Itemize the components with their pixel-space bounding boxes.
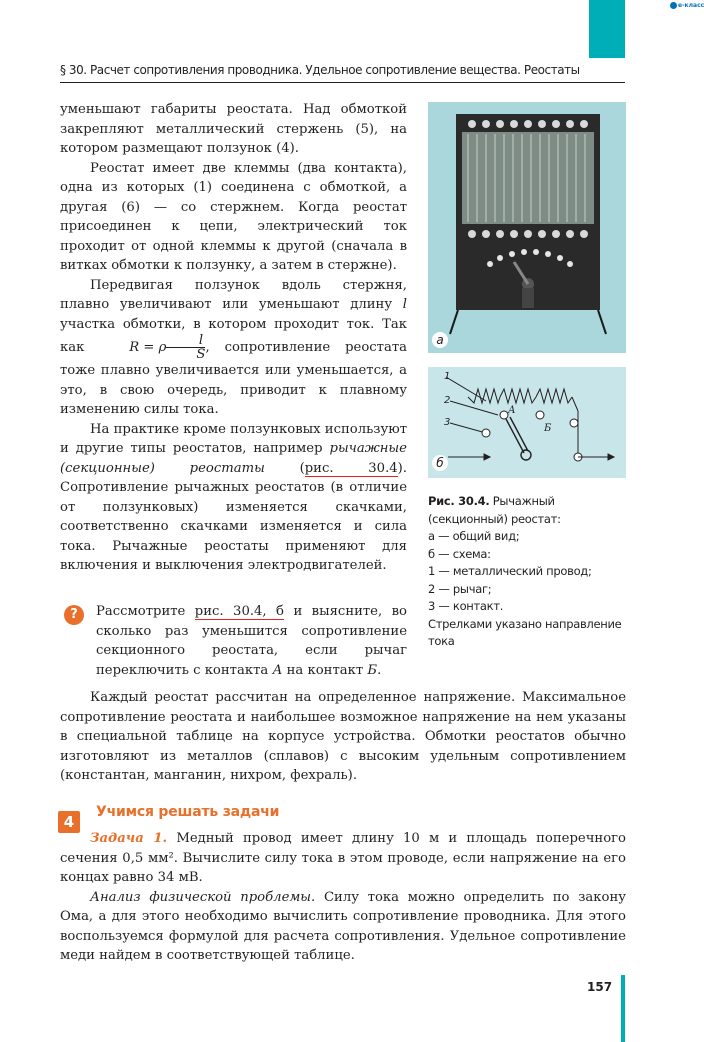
logo-icon [670, 2, 677, 9]
section-title: Учимся решать задачи [96, 804, 280, 820]
rheostat-scheme [428, 367, 626, 478]
resistance-formula: R = ρ $\frac{l}{S}$ [129, 333, 206, 362]
photo-label: а [432, 332, 448, 348]
running-header: § 30. Расчет сопротивления проводника. Удельное сопротивление вещества. Реостаты [60, 63, 580, 77]
rheostat-photo [428, 102, 626, 353]
question-text: Рассмотрите рис. 30.4, б и выясните, во сколько раз уменьшится сопротивление секционного реостата, если рычаг переключить с контакта А на контакт Б. [96, 604, 407, 678]
header-divider [60, 82, 625, 83]
scheme-number-2: 2 [444, 395, 451, 406]
scheme-number-1: 1 [444, 371, 451, 382]
caption-item: б — схема: [428, 546, 491, 561]
question-icon: ? [64, 605, 84, 625]
analysis-text: Анализ физической проблемы. Силу тока можно определить по закону Ома, а для этого необходимо вычислить сопротивление проводника. Для этого воспользуемся формулой для расчета сопротивления. Удельное сопротивление меди найдем в соответствующей таблице. [60, 889, 626, 963]
section-number-badge: 4 [58, 811, 80, 833]
rheostat-illustration [428, 102, 626, 353]
caption-item: 3 — контакт. [428, 599, 504, 613]
full-width-paragraph: Каждый реостат рассчитан на определенное напряжение. Максимальное сопротивление реостата и наибольшее возможное напряжение на нем указаны в специальной таблице на корпусе устройства. Обмотки реостатов обычно изготовляют из металлов (сплавов) с высоким удельным сопротивлением (константан, манганин, нихром, фехраль). [60, 690, 626, 783]
paragraph-2: Реостат имеет две клеммы (два контакта), одна из которых (1) соединена с обмоткой, а другая (6) — со стержнем. Когда реостат присоединен к цепи, электрический ток проходит от одной клеммы к другой (сначала в витках обмотки к ползунку, а затем в стержне). [60, 160, 407, 273]
task-block [60, 829, 626, 966]
caption-item: 1 — металлический провод; [428, 564, 592, 578]
paragraph-3: Передвигая ползунок вдоль стержня, плавно увеличивают или уменьшают длину l участка обмотки, в котором проходит ток. Так как R = ρ $\frac{l}{S}$ , сопротивление реостата тоже плавно увеличивается или уменьшается, а это, в свою очередь, приводит к плавному изменению силы тока. [60, 277, 407, 417]
caption-item: а — общий вид; [428, 529, 520, 543]
scheme-contact-a: А [508, 405, 516, 416]
top-tab-marker [589, 0, 625, 58]
main-text-column [60, 100, 407, 576]
caption-item: 2 — рычаг; [428, 581, 492, 596]
paragraph-1: уменьшают габариты реостата. Над обмоткой закрепляют металлический стержень (5), на котором размещают ползунок (4). [60, 102, 407, 156]
scheme-diagram [428, 367, 626, 478]
caption-item: Стрелками указано направление тока [428, 616, 622, 648]
paragraph-4: На практике кроме ползунковых используют и другие типы реостатов, например рычажные (секционные) реостаты (рис. 30.4). Сопротивление рычажных реостатов (в отличие от ползунковых) изменяется скачками, соответственно скачками изменяется и сила тока. Рычажные реостаты применяют для включения и выключения электродвигателей. [60, 421, 407, 573]
caption-title: Рис. 30.4. Рычажный (секционный) реостат: [428, 494, 561, 526]
task-text: Задача 1. Медный провод имеет длину 10 м и площадь поперечного сечения 0,5 мм². Вычислите силу тока в этом проводе, если напряжение на его концах равно 34 мВ. [60, 831, 627, 885]
question-block [96, 602, 407, 680]
bottom-tab-marker [621, 975, 625, 1042]
figure-caption [428, 493, 624, 651]
task-label: Задача 1. [90, 831, 168, 846]
figure-ref-link[interactable]: рис. 30.4 [304, 460, 398, 476]
scheme-label: б [432, 455, 448, 471]
corner-logo: e-класс [670, 2, 704, 9]
scheme-number-3: 3 [444, 417, 451, 428]
question-figure-ref[interactable]: рис. 30.4, б [194, 604, 284, 619]
scheme-contact-b: Б [544, 423, 552, 434]
page-number: 157 [587, 980, 613, 994]
